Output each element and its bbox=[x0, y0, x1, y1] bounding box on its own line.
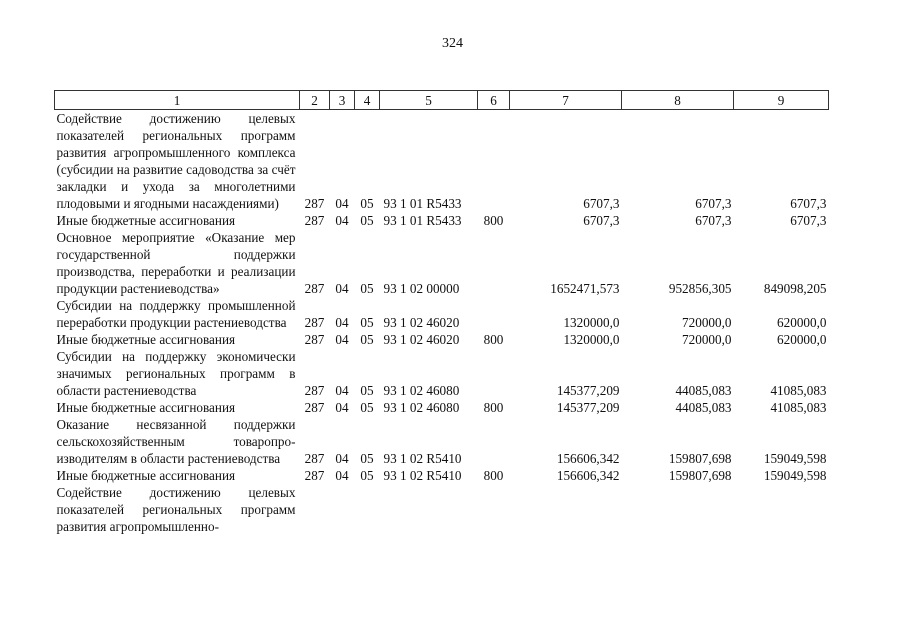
row-value-year2: 952856,305 bbox=[668, 281, 732, 296]
header-col-2: 2 bbox=[300, 91, 330, 110]
row-value-year1: 145377,209 bbox=[556, 383, 620, 398]
row-value-year3: 41085,083 bbox=[770, 400, 827, 415]
row-value-year3: 41085,083 bbox=[770, 383, 827, 398]
row-grbs: 287 bbox=[304, 213, 325, 228]
row-target-code: 93 1 02 46020 bbox=[383, 332, 460, 347]
row-target-code: 93 1 02 00000 bbox=[383, 281, 460, 296]
row-value-year3: 159049,598 bbox=[763, 451, 827, 466]
row-value-year3: 620000,0 bbox=[777, 315, 827, 330]
row-name: Содействие достижению целевых показателей региональных программ развития агропромышленно- bbox=[56, 485, 296, 534]
row-value-year1: 145377,209 bbox=[556, 400, 620, 415]
row-name: Основное мероприятие «Оказание мер государственной поддержки производства, переработки и реализации продукции растениеводства» bbox=[56, 230, 296, 296]
row-section: 04 bbox=[335, 213, 349, 228]
row-name: Иные бюджетные ассигнования bbox=[56, 213, 236, 228]
header-col-1: 1 bbox=[55, 91, 300, 110]
row-grbs: 287 bbox=[304, 383, 325, 398]
row-name: Содействие достижению целевых показателей региональных программ развития агропромышленного комплекса (субсидии на развитие садоводства за счёт закладки и ухода за многолетними плодовыми и ягодными насаждениями) bbox=[56, 111, 296, 211]
row-value-year2: 720000,0 bbox=[682, 315, 732, 330]
table-row bbox=[55, 484, 829, 535]
row-grbs: 287 bbox=[304, 281, 325, 296]
row-name: Субсидии на поддержку промышленной переработки продукции растениеводства bbox=[56, 298, 296, 330]
row-expense-type bbox=[478, 416, 510, 467]
row-value-year2: 159807,698 bbox=[668, 451, 732, 466]
row-section bbox=[330, 484, 355, 535]
row-value-year3 bbox=[734, 484, 829, 535]
row-value-year3: 159049,598 bbox=[763, 468, 827, 483]
row-value-year3: 849098,205 bbox=[763, 281, 827, 296]
row-grbs bbox=[300, 484, 330, 535]
row-section: 04 bbox=[335, 281, 349, 296]
row-expense-type: 800 bbox=[483, 332, 504, 347]
row-grbs: 287 bbox=[304, 400, 325, 415]
row-target-code: 93 1 01 R5433 bbox=[383, 213, 462, 228]
row-name: Иные бюджетные ассигнования bbox=[56, 332, 236, 347]
row-value-year1: 1320000,0 bbox=[563, 315, 620, 330]
row-target-code: 93 1 02 46080 bbox=[383, 400, 460, 415]
row-value-year2 bbox=[622, 484, 734, 535]
row-grbs: 287 bbox=[304, 451, 325, 466]
row-subsection: 05 bbox=[360, 468, 374, 483]
row-name: Иные бюджетные ассигнования bbox=[56, 400, 236, 415]
header-col-8: 8 bbox=[622, 91, 734, 110]
row-value-year3: 6707,3 bbox=[790, 213, 827, 228]
row-subsection bbox=[355, 484, 380, 535]
row-value-year2: 720000,0 bbox=[682, 332, 732, 347]
row-target-code: 93 1 02 46020 bbox=[383, 315, 460, 330]
row-value-year1: 6707,3 bbox=[583, 196, 620, 211]
row-name: Субсидии на поддержку экономически значимых региональных программ в области растениеводства bbox=[56, 349, 296, 398]
row-section: 04 bbox=[335, 332, 349, 347]
row-value-year1 bbox=[510, 484, 622, 535]
row-target-code: 93 1 01 R5433 bbox=[383, 196, 462, 211]
row-section: 04 bbox=[335, 196, 349, 211]
row-expense-type: 800 bbox=[483, 400, 504, 415]
budget-table bbox=[54, 90, 829, 535]
table-row bbox=[55, 467, 829, 484]
table-row bbox=[55, 297, 829, 331]
row-subsection: 05 bbox=[360, 400, 374, 415]
row-subsection: 05 bbox=[360, 281, 374, 296]
row-value-year1: 1652471,573 bbox=[550, 281, 620, 296]
row-target-code: 93 1 02 R5410 bbox=[383, 451, 462, 466]
row-value-year1: 1320000,0 bbox=[563, 332, 620, 347]
row-value-year2: 6707,3 bbox=[695, 213, 732, 228]
row-expense-type bbox=[478, 229, 510, 297]
row-subsection: 05 bbox=[360, 451, 374, 466]
table-row bbox=[55, 399, 829, 416]
row-section: 04 bbox=[335, 315, 349, 330]
row-value-year2: 159807,698 bbox=[668, 468, 732, 483]
row-section: 04 bbox=[335, 383, 349, 398]
column-number-header bbox=[55, 91, 829, 110]
row-expense-type bbox=[478, 348, 510, 399]
row-value-year2: 44085,083 bbox=[675, 383, 732, 398]
row-subsection: 05 bbox=[360, 383, 374, 398]
row-value-year2: 44085,083 bbox=[675, 400, 732, 415]
table-row bbox=[55, 110, 829, 213]
table-row bbox=[55, 229, 829, 297]
row-value-year1: 156606,342 bbox=[556, 468, 620, 483]
row-section: 04 bbox=[335, 451, 349, 466]
header-col-4: 4 bbox=[355, 91, 380, 110]
header-col-5: 5 bbox=[380, 91, 478, 110]
row-section: 04 bbox=[335, 400, 349, 415]
row-target-code: 93 1 02 46080 bbox=[383, 383, 460, 398]
row-target-code: 93 1 02 R5410 bbox=[383, 468, 462, 483]
row-grbs: 287 bbox=[304, 332, 325, 347]
header-col-9: 9 bbox=[734, 91, 829, 110]
row-value-year1: 156606,342 bbox=[556, 451, 620, 466]
row-value-year3: 620000,0 bbox=[777, 332, 827, 347]
row-expense-type: 800 bbox=[483, 468, 504, 483]
row-section: 04 bbox=[335, 468, 349, 483]
row-subsection: 05 bbox=[360, 315, 374, 330]
row-subsection: 05 bbox=[360, 196, 374, 211]
table-row bbox=[55, 212, 829, 229]
row-name: Оказание несвязанной поддержки сельскохозяйственным товаропроизводителям в области растениеводства bbox=[56, 417, 296, 466]
row-expense-type bbox=[478, 484, 510, 535]
row-grbs: 287 bbox=[304, 196, 325, 211]
header-col-6: 6 bbox=[478, 91, 510, 110]
header-col-3: 3 bbox=[330, 91, 355, 110]
row-expense-type: 800 bbox=[483, 213, 504, 228]
row-grbs: 287 bbox=[304, 468, 325, 483]
header-col-7: 7 bbox=[510, 91, 622, 110]
row-expense-type bbox=[478, 297, 510, 331]
table-row bbox=[55, 348, 829, 399]
row-expense-type bbox=[478, 110, 510, 213]
table-row bbox=[55, 331, 829, 348]
page-number: 324 bbox=[442, 36, 463, 51]
row-value-year2: 6707,3 bbox=[695, 196, 732, 211]
row-target-code bbox=[380, 484, 478, 535]
row-subsection: 05 bbox=[360, 213, 374, 228]
table-row bbox=[55, 416, 829, 467]
row-value-year3: 6707,3 bbox=[790, 196, 827, 211]
row-value-year1: 6707,3 bbox=[583, 213, 620, 228]
row-grbs: 287 bbox=[304, 315, 325, 330]
row-name: Иные бюджетные ассигнования bbox=[56, 468, 236, 483]
row-subsection: 05 bbox=[360, 332, 374, 347]
